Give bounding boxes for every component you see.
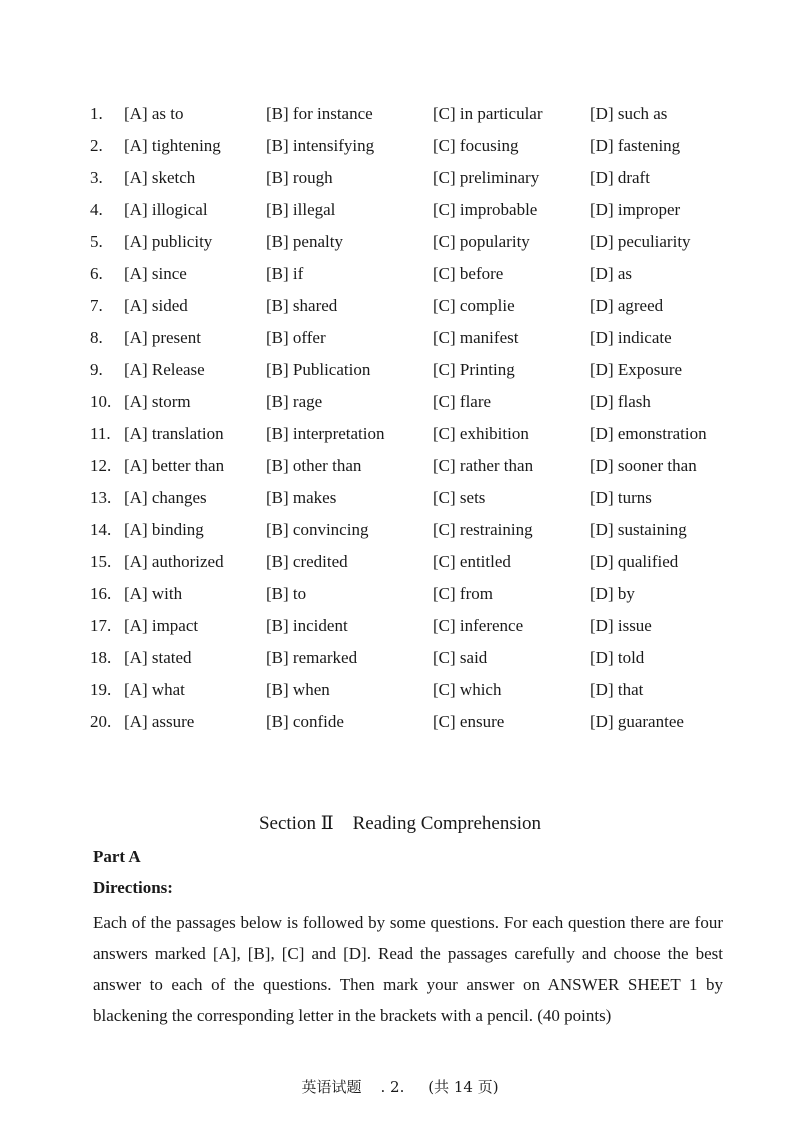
option-d: [D] Exposure <box>590 360 683 379</box>
option-d: [D] told <box>590 648 645 667</box>
option-a: [A] storm <box>124 392 191 411</box>
option-c: [C] sets <box>433 488 486 507</box>
option-c: [C] before <box>433 264 504 283</box>
option-c: [C] preliminary <box>433 168 540 187</box>
option-b: [B] confide <box>266 712 344 731</box>
question-row <box>90 357 730 389</box>
option-d: [D] by <box>590 584 635 603</box>
question-number: 14. <box>90 520 112 539</box>
question-number: 4. <box>90 200 103 219</box>
question-number: 19. <box>90 680 112 699</box>
question-row <box>90 613 730 645</box>
option-c: [C] exhibition <box>433 424 529 443</box>
option-c: [C] from <box>433 584 493 603</box>
option-c: [C] ensure <box>433 712 505 731</box>
option-d: [D] guarantee <box>590 712 684 731</box>
option-d: [D] such as <box>590 104 668 123</box>
question-row <box>90 325 730 357</box>
option-c: [C] entitled <box>433 552 511 571</box>
question-row <box>90 165 730 197</box>
option-c: [C] rather than <box>433 456 534 475</box>
option-d: [D] fastening <box>590 136 681 155</box>
option-a: [A] changes <box>124 488 207 507</box>
question-number: 11. <box>90 424 111 443</box>
question-number: 10. <box>90 392 112 411</box>
option-b: [B] other than <box>266 456 362 475</box>
option-b: [B] when <box>266 680 330 699</box>
option-c: [C] complie <box>433 296 515 315</box>
option-c: [C] which <box>433 680 502 699</box>
option-c: [C] focusing <box>433 136 519 155</box>
option-a: [A] illogical <box>124 200 208 219</box>
option-d: [D] indicate <box>590 328 672 347</box>
question-row <box>90 709 730 741</box>
option-d: [D] turns <box>590 488 652 507</box>
question-number: 3. <box>90 168 103 187</box>
option-a: [A] stated <box>124 648 192 667</box>
question-number: 8. <box>90 328 103 347</box>
option-d: [D] flash <box>590 392 651 411</box>
question-number: 13. <box>90 488 112 507</box>
question-row <box>90 133 730 165</box>
option-b: [B] convincing <box>266 520 369 539</box>
question-row <box>90 197 730 229</box>
option-d: [D] emonstration <box>590 424 707 443</box>
option-c: [C] in particular <box>433 104 543 123</box>
option-a: [A] sided <box>124 296 188 315</box>
option-a: [A] since <box>124 264 187 283</box>
section-title: Section Ⅱ Reading Comprehension <box>258 813 542 834</box>
option-d: [D] that <box>590 680 644 699</box>
question-row <box>90 389 730 421</box>
option-a: [A] translation <box>124 424 224 443</box>
question-number: 9. <box>90 360 103 379</box>
question-number: 16. <box>90 584 112 603</box>
option-b: [B] if <box>266 264 304 283</box>
option-c: [C] improbable <box>433 200 538 219</box>
question-row <box>90 101 730 133</box>
question-number: 2. <box>90 136 103 155</box>
option-c: [C] inference <box>433 616 524 635</box>
option-d: [D] agreed <box>590 296 664 315</box>
option-a: [A] tightening <box>124 136 221 155</box>
option-b: [B] Publication <box>266 360 371 379</box>
option-c: [C] popularity <box>433 232 530 251</box>
option-a: [A] binding <box>124 520 204 539</box>
option-a: [A] Release <box>124 360 205 379</box>
option-d: [D] draft <box>590 168 650 187</box>
option-a: [A] impact <box>124 616 199 635</box>
question-row <box>90 485 730 517</box>
question-number: 17. <box>90 616 112 635</box>
directions-title: Directions: <box>93 878 173 897</box>
option-b: [B] offer <box>266 328 326 347</box>
option-b: [B] to <box>266 584 307 603</box>
question-row <box>90 293 730 325</box>
option-b: [B] rough <box>266 168 333 187</box>
page-footer: 英语试题 . 2. (共 14 页) <box>301 1078 499 1096</box>
option-c: [C] manifest <box>433 328 519 347</box>
option-b: [B] remarked <box>266 648 358 667</box>
option-b: [B] makes <box>266 488 337 507</box>
option-a: [A] present <box>124 328 201 347</box>
question-row <box>90 581 730 613</box>
question-row <box>90 229 730 261</box>
option-b: [B] incident <box>266 616 348 635</box>
question-number: 20. <box>90 712 112 731</box>
part-title: Part A <box>93 847 141 866</box>
option-b: [B] credited <box>266 552 348 571</box>
question-row <box>90 453 730 485</box>
option-a: [A] with <box>124 584 183 603</box>
question-list <box>90 101 730 741</box>
option-d: [D] improper <box>590 200 681 219</box>
option-b: [B] penalty <box>266 232 343 251</box>
question-number: 7. <box>90 296 103 315</box>
option-c: [C] flare <box>433 392 492 411</box>
option-a: [A] publicity <box>124 232 213 251</box>
option-b: [B] shared <box>266 296 338 315</box>
option-b: [B] interpretation <box>266 424 385 443</box>
question-row <box>90 645 730 677</box>
question-number: 12. <box>90 456 112 475</box>
option-d: [D] sooner than <box>590 456 697 475</box>
question-number: 5. <box>90 232 103 251</box>
option-a: [A] sketch <box>124 168 196 187</box>
option-c: [C] said <box>433 648 488 667</box>
question-number: 15. <box>90 552 112 571</box>
question-row <box>90 517 730 549</box>
question-row <box>90 549 730 581</box>
option-d: [D] peculiarity <box>590 232 691 251</box>
option-d: [D] sustaining <box>590 520 687 539</box>
question-number: 6. <box>90 264 103 283</box>
option-d: [D] issue <box>590 616 652 635</box>
option-a: [A] authorized <box>124 552 224 571</box>
option-d: [D] as <box>590 264 633 283</box>
question-number: 1. <box>90 104 103 123</box>
option-b: [B] intensifying <box>266 136 375 155</box>
question-number: 18. <box>90 648 112 667</box>
option-d: [D] qualified <box>590 552 679 571</box>
question-row <box>90 261 730 293</box>
directions-body: Each of the passages below is followed by some questions. For each question there are four answers marked [A], [B], [C] and [D]. Read the passages carefully and choose the best answer to each of the questions. Then mark your answer on ANSWER SHEET 1 by blackening the corresponding letter in the brackets with a pencil. (40 points) <box>93 913 723 1025</box>
option-a: [A] what <box>124 680 185 699</box>
option-a: [A] as to <box>124 104 184 123</box>
question-row <box>90 677 730 709</box>
option-a: [A] better than <box>124 456 225 475</box>
option-c: [C] restraining <box>433 520 533 539</box>
question-row <box>90 421 730 453</box>
option-b: [B] rage <box>266 392 323 411</box>
option-c: [C] Printing <box>433 360 515 379</box>
option-b: [B] illegal <box>266 200 336 219</box>
option-a: [A] assure <box>124 712 195 731</box>
option-b: [B] for instance <box>266 104 373 123</box>
